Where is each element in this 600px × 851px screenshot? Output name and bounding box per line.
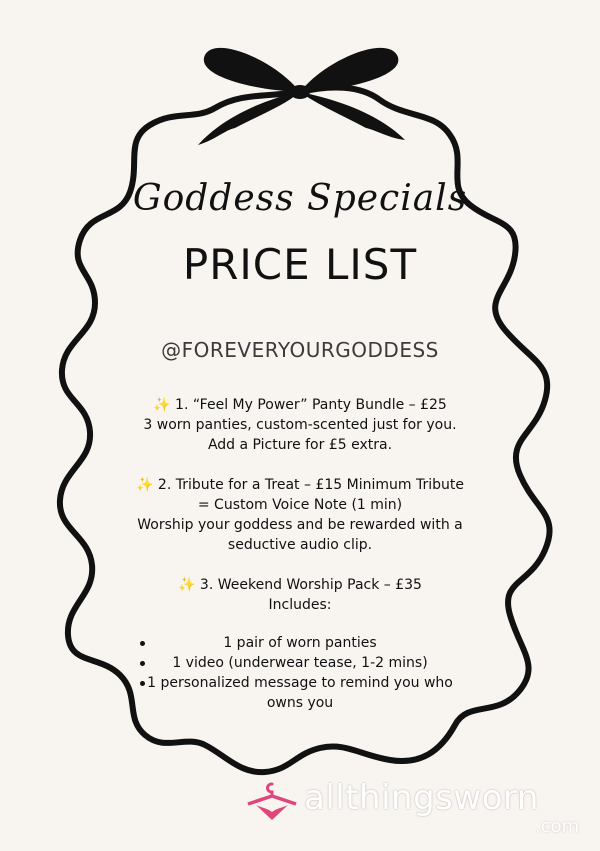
includes-list [130,633,470,713]
offer-item [130,395,470,455]
bullet-icon [140,681,145,686]
bullet-icon [140,661,145,666]
offer-item [130,575,470,615]
list-item: 1 personalized message to remind you who owns you [130,673,470,713]
goddess-specials-title: Goddess Specials [132,178,468,219]
offer-title: ✨ 2. Tribute for a Treat – £15 Minimum Tribute = Custom Voice Note (1 min) [136,477,464,513]
watermark-name: allthingsworn [304,778,539,818]
hanger-logo-icon [242,778,302,822]
offer-description: 3 worn panties, custom-scented just for you. Add a Picture for £5 extra. [143,417,457,453]
offers-list [130,395,470,713]
price-list-title: PRICE LIST [182,240,418,289]
creator-handle: @FOREVERYOURGODDESS [161,338,439,362]
list-item: 1 pair of worn panties [130,633,470,653]
offer-title: ✨ 1. “Feel My Power” Panty Bundle – £25 [153,397,447,413]
watermark-tld: .com [535,816,580,837]
offer-item [130,475,470,555]
offer-description: Includes: [268,597,332,613]
offer-description: Worship your goddess and be rewarded with a seductive audio clip. [137,517,463,553]
allthingsworn-watermark [242,778,592,837]
offer-title: ✨ 3. Weekend Worship Pack – £35 [178,577,422,593]
list-item: 1 video (underwear tease, 1-2 mins) [130,653,470,673]
bullet-icon [140,641,145,646]
